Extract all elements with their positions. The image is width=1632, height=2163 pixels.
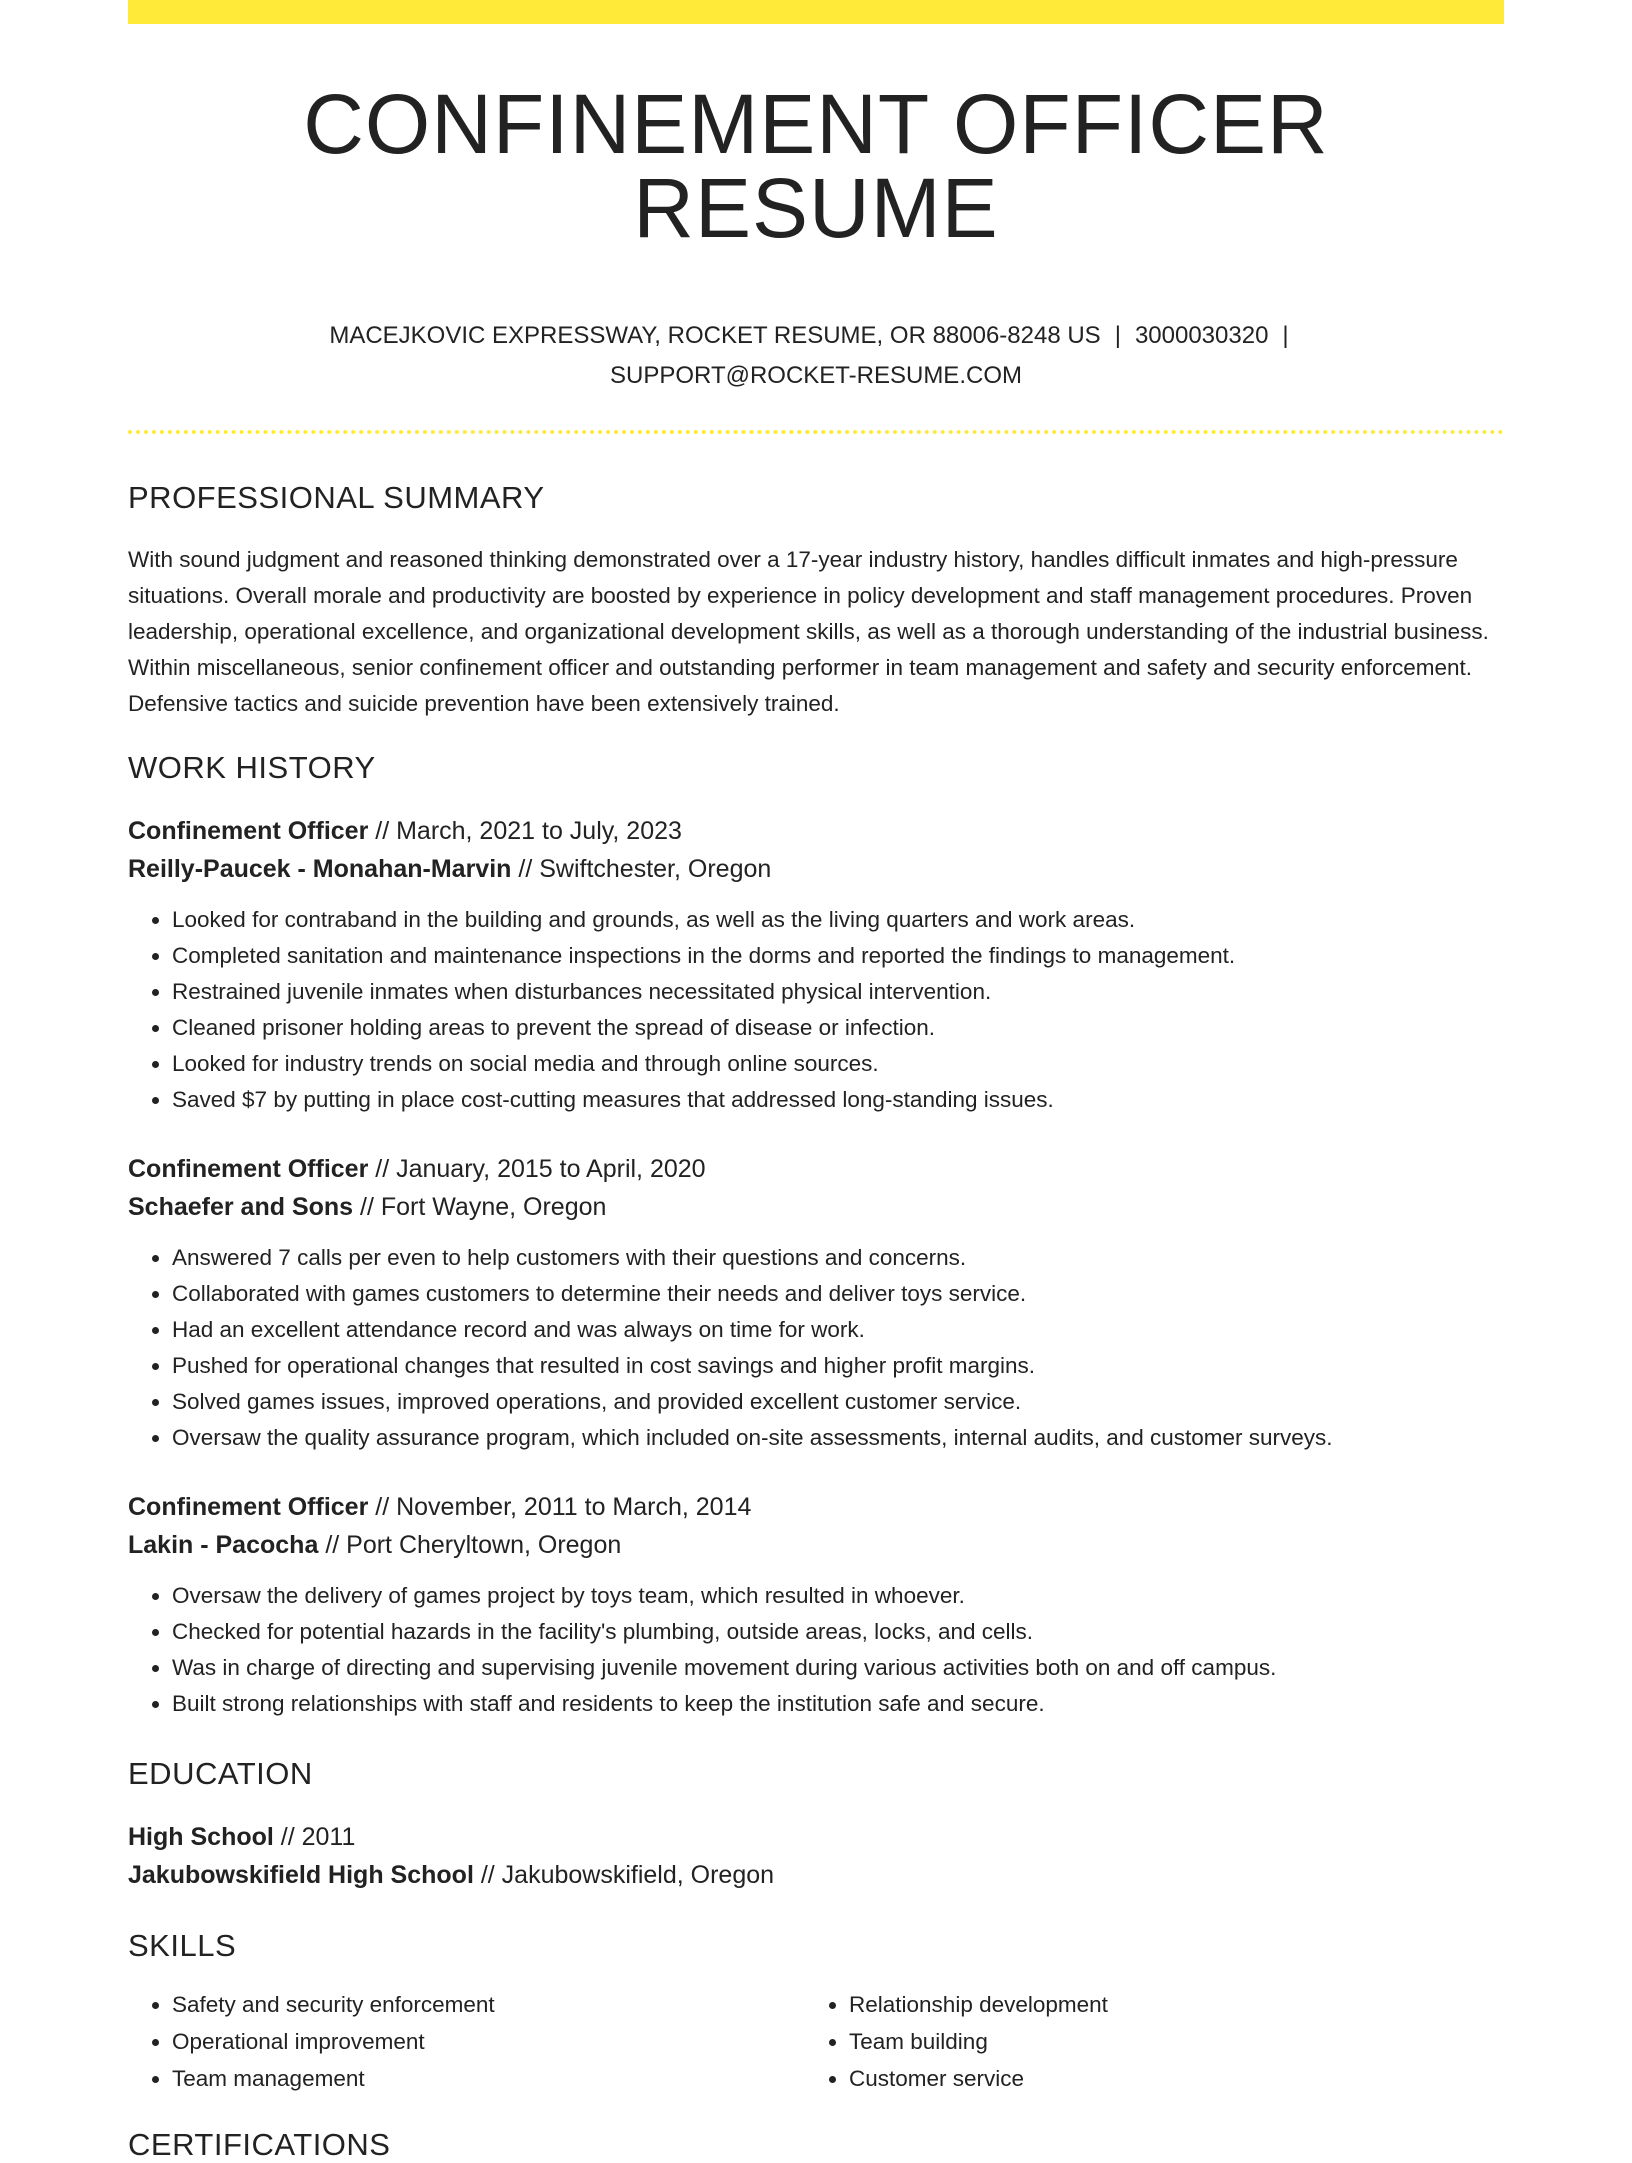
list-item: • Looked for industry trends on social media and through online sources.	[172, 1046, 1504, 1082]
job-company: Schaefer and Sons	[128, 1193, 354, 1221]
list-item: • Checked for potential hazards in the facility's plumbing, outside areas, locks, and cells.	[172, 1614, 1504, 1650]
list-item: • Pushed for operational changes that resulted in cost savings and higher profit margins.	[172, 1348, 1504, 1384]
job-title: Confinement Officer	[128, 1155, 369, 1183]
contact-line-2	[128, 356, 1504, 396]
education-school: Jakubowskifield High School	[128, 1861, 474, 1889]
job-location: // Fort Wayne, Oregon	[360, 1193, 607, 1221]
contact-phone: 3000030320	[1134, 322, 1269, 349]
job-title-line	[128, 1150, 1504, 1188]
education-entry	[128, 1818, 1504, 1894]
contact-info	[128, 316, 1504, 396]
list-item: • Saved $7 by putting in place cost-cutting measures that addressed long-standing issues.	[172, 1082, 1504, 1118]
job-entry	[128, 1488, 1504, 1722]
list-item: • Oversaw the delivery of games project by toys team, which resulted in whoever.	[172, 1578, 1504, 1614]
job-title-line	[128, 1488, 1504, 1526]
job-duties-list	[128, 1578, 1504, 1722]
list-item: • Team management	[172, 2060, 805, 2097]
job-company-line	[128, 850, 1504, 888]
list-item: • Team building	[849, 2023, 1482, 2060]
job-company: Reilly-Paucek - Monahan-Marvin	[128, 855, 512, 883]
list-item: • Looked for contraband in the building and grounds, as well as the living quarters and work areas.	[172, 902, 1504, 938]
list-item: • Oversaw the quality assurance program, which included on-site assessments, internal audits, and customer surveys.	[172, 1420, 1504, 1456]
list-item: • Collaborated with games customers to determine their needs and deliver toys service.	[172, 1276, 1504, 1312]
job-company-line	[128, 1526, 1504, 1564]
summary-paragraph: With sound judgment and reasoned thinking demonstrated over a 17-year industry history, handles difficult inmates and high-pressure situations. Overall morale and productivity are boosted by experience in policy development and staff management procedures. Proven leadership, operational excellence, and organizational development skills, as well as a thorough understanding of the industrial business. Within miscellaneous, senior confinement officer and outstanding performer in team management and safety and security enforcement. Defensive tactics and suicide prevention have been extensively trained.	[128, 547, 1489, 716]
resume-title: CONFINEMENT OFFICER RESUME	[303, 77, 1329, 255]
job-title: Confinement Officer	[128, 817, 369, 845]
job-dates: // November, 2011 to March, 2014	[375, 1493, 752, 1521]
job-company-line	[128, 1188, 1504, 1226]
contact-separator: |	[1282, 322, 1289, 349]
contact-address: MACEJKOVIC EXPRESSWAY, ROCKET RESUME, OR 88006-8248 US	[329, 322, 1101, 349]
skills-list-right	[805, 1986, 1482, 2097]
skills-grid	[128, 1986, 1504, 2097]
job-dates: // March, 2021 to July, 2023	[375, 817, 682, 845]
job-title-line	[128, 812, 1504, 850]
job-company: Lakin - Pacocha	[128, 1531, 319, 1559]
job-location: // Swiftchester, Oregon	[518, 855, 772, 883]
list-item: • Answered 7 calls per even to help customers with their questions and concerns.	[172, 1240, 1504, 1276]
contact-line-1	[128, 316, 1504, 356]
list-item: • Safety and security enforcement	[172, 1986, 805, 2023]
resume-page	[128, 0, 1504, 2163]
education-degree-line	[128, 1818, 1504, 1856]
job-duties-list	[128, 902, 1504, 1118]
list-item: • Solved games issues, improved operations, and provided excellent customer service.	[172, 1384, 1504, 1420]
list-item: • Built strong relationships with staff and residents to keep the institution safe and secure.	[172, 1686, 1504, 1722]
list-item: • Cleaned prisoner holding areas to prevent the spread of disease or infection.	[172, 1010, 1504, 1046]
education-school-line	[128, 1856, 1504, 1894]
job-duties-list	[128, 1240, 1504, 1456]
list-item: • Restrained juvenile inmates when disturbances necessitated physical intervention.	[172, 974, 1504, 1010]
section-heading-certifications: CERTIFICATIONS	[128, 2127, 391, 2162]
list-item: • Was in charge of directing and supervising juvenile movement during various activities both on and off campus.	[172, 1650, 1504, 1686]
accent-top-bar	[128, 0, 1504, 24]
section-heading-summary: PROFESSIONAL SUMMARY	[128, 480, 545, 515]
job-entry	[128, 1150, 1504, 1456]
contact-separator: |	[1114, 322, 1121, 349]
list-item: • Operational improvement	[172, 2023, 805, 2060]
education-location: // Jakubowskifield, Oregon	[480, 1861, 775, 1889]
job-title: Confinement Officer	[128, 1493, 369, 1521]
job-entry	[128, 812, 1504, 1118]
section-heading-education: EDUCATION	[128, 1756, 313, 1791]
job-location: // Port Cheryltown, Oregon	[325, 1531, 622, 1559]
list-item: • Had an excellent attendance record and was always on time for work.	[172, 1312, 1504, 1348]
contact-email: SUPPORT@ROCKET-RESUME.COM	[610, 362, 1022, 389]
skills-list-left	[128, 1986, 805, 2097]
education-degree: High School	[128, 1823, 274, 1851]
section-heading-work-history: WORK HISTORY	[128, 750, 376, 785]
dotted-divider	[128, 430, 1504, 434]
list-item: • Completed sanitation and maintenance inspections in the dorms and reported the findings to management.	[172, 938, 1504, 974]
job-dates: // January, 2015 to April, 2020	[375, 1155, 706, 1183]
section-heading-skills: SKILLS	[128, 1928, 237, 1963]
list-item: • Relationship development	[849, 1986, 1482, 2023]
education-year: // 2011	[280, 1823, 356, 1851]
list-item: • Customer service	[849, 2060, 1482, 2097]
